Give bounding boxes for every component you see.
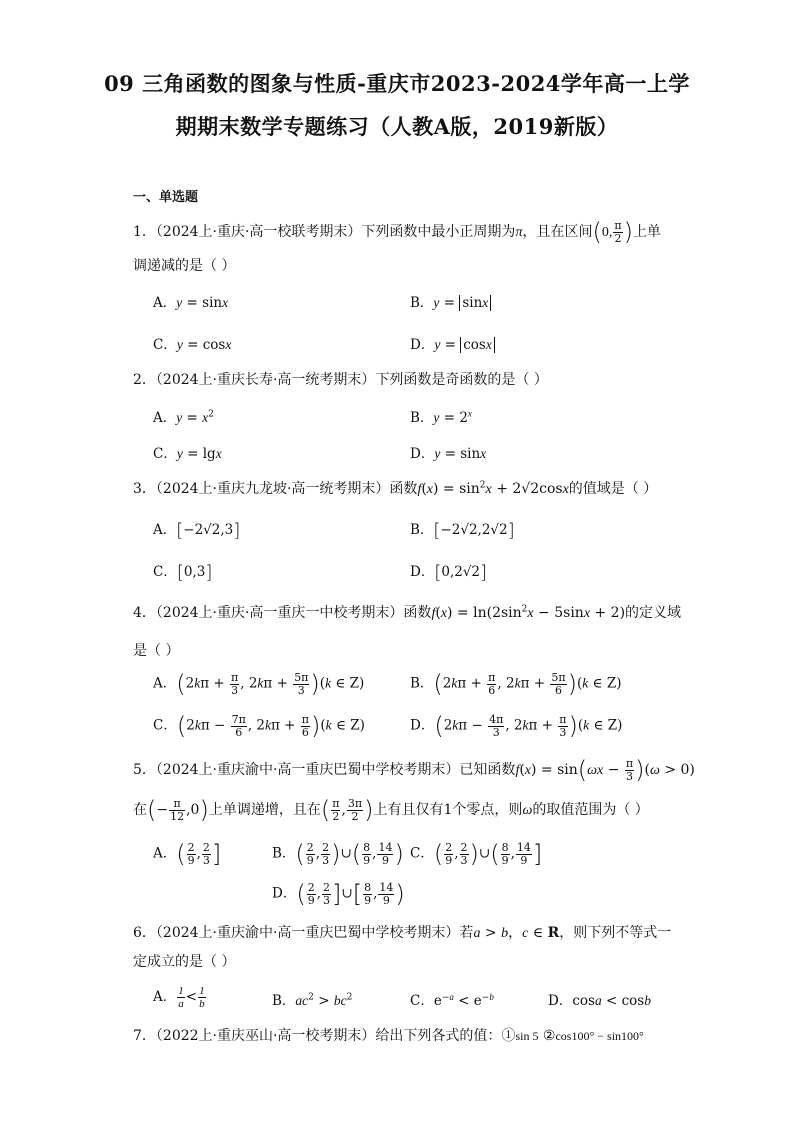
question-3-stem: 3．（2024上·重庆九龙坡·高一统考期末）函数$f(x) = \sin^2x + 2√2\cos x$的值域是（ ） <box>133 480 658 497</box>
q6-option-c[interactable]: C．$e^{-a} < e^{-b}$ <box>410 991 494 1009</box>
q2-option-d[interactable]: D．y = sinx <box>410 446 487 462</box>
q3-option-d[interactable]: D．[0,2√2] <box>410 562 488 583</box>
section-heading: 一、单选题 <box>133 190 199 205</box>
q5-option-a[interactable]: A．( $\frac{2}{9}$ , $\frac{2}{3}$ ] <box>153 840 222 868</box>
q1-option-b[interactable]: B．y = sinx <box>410 291 491 311</box>
q4-option-b[interactable]: B．(2kπ + $\frac{\pi}{6}$ , 2kπ + $\frac{5\pi}{6}$ )(k ∈ Z) <box>410 670 622 698</box>
q2-option-a[interactable]: A．$y = x^2$ <box>153 409 214 426</box>
question-6-line2: 定成立的是（ ） <box>133 954 236 970</box>
q4-option-c[interactable]: C．(2kπ − $\frac{7\pi}{6}$ , 2kπ + $\frac{\pi}{6}$ )(k ∈ Z) <box>153 712 365 740</box>
question-4-stem: 4．（2024上·重庆·高一重庆一中校考期末）函数$f(x) = \ln(2\sin^2x - 5\sin x + 2)$的定义域 <box>133 604 682 621</box>
q3-option-b[interactable]: B．[−2√2,2√2] <box>410 520 515 541</box>
q5-option-c[interactable]: C．( $\frac{2}{9}$ , $\frac{2}{3}$ )∪( $\frac{8}{9}$ , $\frac{14}{9}$ ] <box>410 840 543 868</box>
q3-option-a[interactable]: A．[−2√2,3] <box>153 520 241 541</box>
q3-option-c[interactable]: C．[0,3] <box>153 562 213 583</box>
q2-option-b[interactable]: B．$y = 2^x$ <box>410 408 472 426</box>
q6-option-b[interactable]: B．$ac^2 > bc^2$ <box>272 992 353 1009</box>
question-5-stem: 5．（2024上·重庆渝中·高一重庆巴蜀中学校考期末）已知函数f(x) = sin(ωx − $\frac{\pi}{3}$ )(ω > 0) <box>133 756 695 784</box>
q1-option-d[interactable]: D．y = cosx <box>410 333 495 353</box>
q5-option-d[interactable]: D．( $\frac{2}{9}$ , $\frac{2}{3}$ ]∪[ $\frac{8}{9}$ , $\frac{14}{9}$ ) <box>272 880 405 908</box>
doc-title-line2: 期期末数学专题练习（人教A版，2019新版） <box>175 114 619 139</box>
q6-option-d[interactable]: D．cosa < cosb <box>548 993 651 1009</box>
q5-option-b[interactable]: B．( $\frac{2}{9}$ , $\frac{2}{3}$ )∪( $\frac{8}{9}$ , $\frac{14}{9}$ ) <box>272 840 404 868</box>
q6-option-a[interactable]: A． $\frac{1}{a}$ < $\frac{1}{b}$ <box>153 985 205 1010</box>
doc-title-line1: 09 三角函数的图象与性质-重庆市2023-2024学年高一上学 <box>104 71 690 96</box>
q4-option-d[interactable]: D．(2kπ − $\frac{4\pi}{3}$ , 2kπ + $\frac{\pi}{3}$ )(k ∈ Z) <box>410 712 623 740</box>
q4-option-a[interactable]: A．(2kπ + $\frac{\pi}{3}$ , 2kπ + $\frac{5\pi}{3}$ )(k ∈ Z) <box>153 670 365 698</box>
question-1-stem: 1．（2024上·重庆·高一校联考期末）下列函数中最小正周期为π，且在区间(0, $\frac{\pi}{2}$ )上单 <box>133 218 661 246</box>
question-6-stem: 6．（2024上·重庆渝中·高一重庆巴蜀中学校考期末）若a > b，c ∈ R，则下列不等式一 <box>133 925 672 941</box>
q2-option-c[interactable]: C．y = lgx <box>153 446 222 462</box>
q1-option-c[interactable]: C．y = cosx <box>153 337 232 353</box>
q1-option-a[interactable]: A．y = sinx <box>153 295 229 311</box>
question-4-line2: 是（ ） <box>133 643 180 659</box>
question-7-stem: 7．（2022上·重庆巫山·高一校考期末）给出下列各式的值：①sin 5 ②cos100° − sin100° <box>133 1028 644 1044</box>
question-5-line2: 在(− $\frac{\pi}{12}$ ,0)上单调递增，且在( $\frac{\pi}{2}$ , $\frac{3\pi}{2}$ )上有且仅有1个零点，则ω的取值范围为（ ） <box>133 796 649 824</box>
question-2-stem: 2．（2024上·重庆长寿·高一统考期末）下列函数是奇函数的是（ ） <box>133 372 548 388</box>
question-1-line2: 调递减的是（ ） <box>133 258 236 274</box>
